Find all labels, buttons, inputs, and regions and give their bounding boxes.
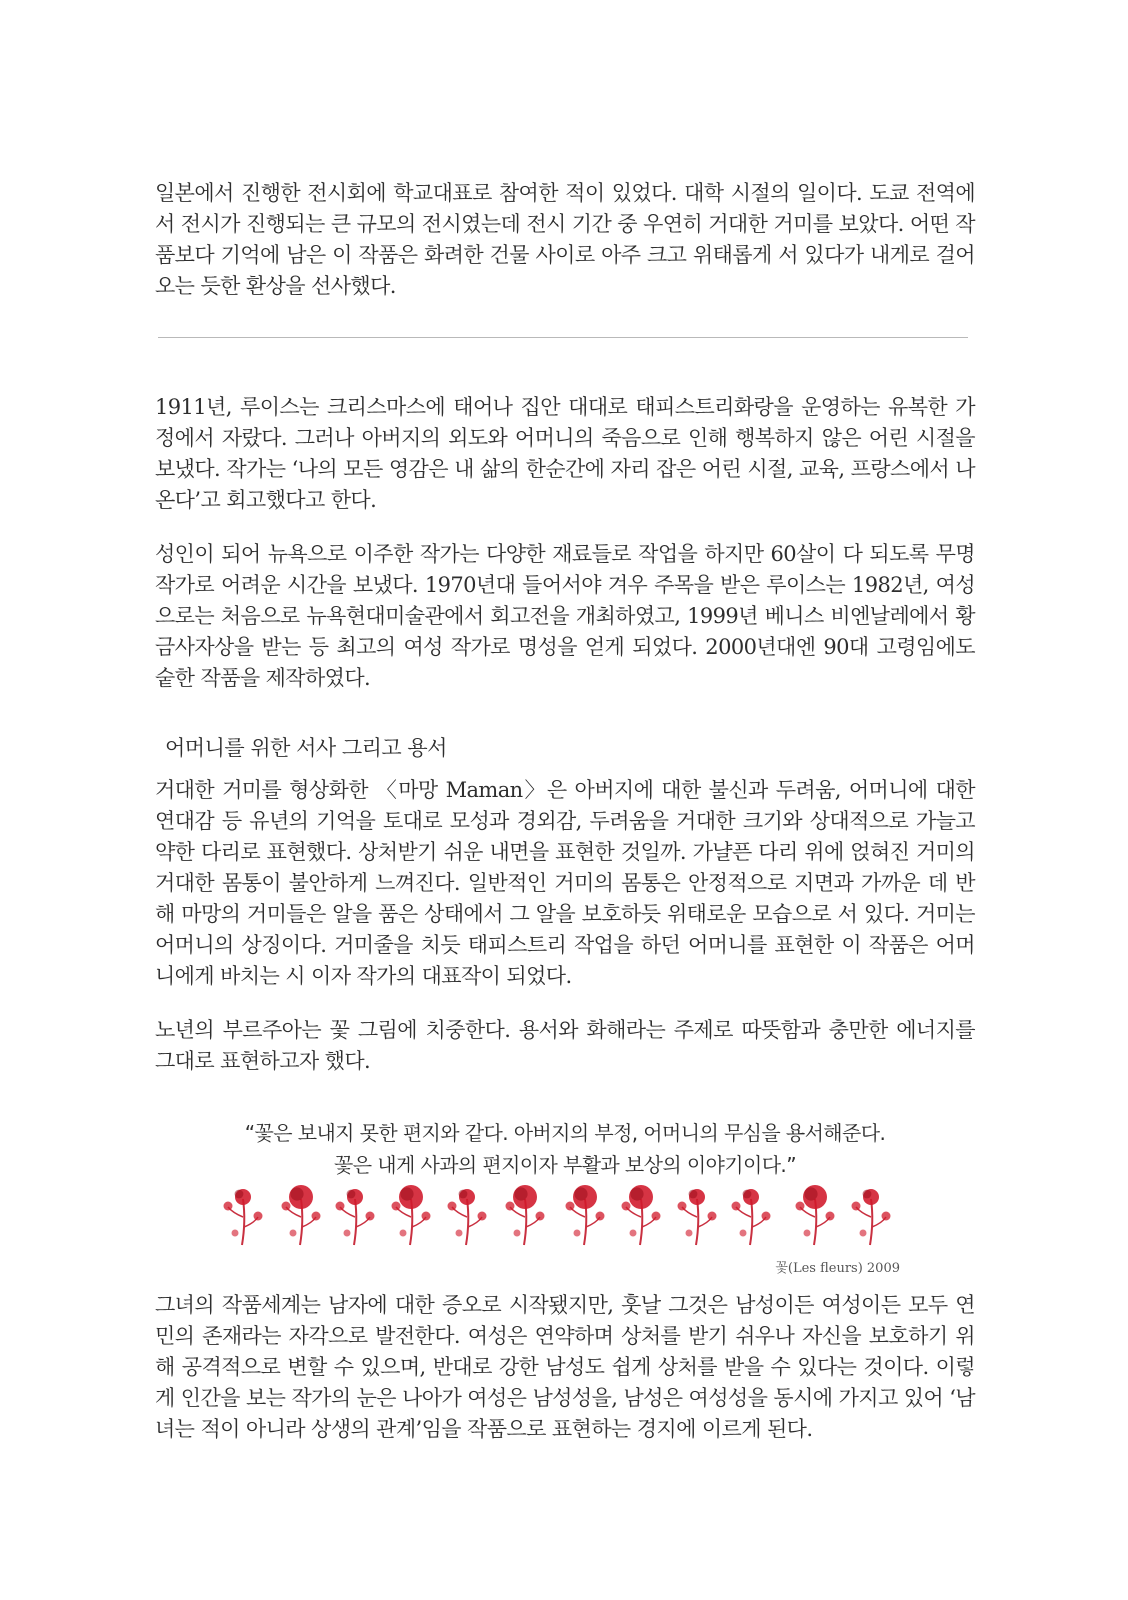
flower-painting <box>224 1189 263 1245</box>
figure-caption: 꽃(Les fleurs) 2009 <box>775 1261 900 1276</box>
quote-line-1: “꽃은 보내지 못한 편지와 같다. 아버지의 부정, 어머니의 무심을 용서해준다. <box>244 1121 886 1145</box>
artist-quote <box>155 1117 975 1181</box>
flower-painting <box>282 1185 321 1245</box>
divider-line <box>158 337 968 338</box>
flower-painting <box>336 1189 375 1245</box>
flower-painting <box>678 1189 717 1245</box>
flower-painting <box>852 1189 891 1245</box>
intro-paragraph: 일본에서 진행한 전시회에 학교대표로 참여한 적이 있었다. 대학 시절의 일이다. 도쿄 전역에서 전시가 진행되는 큰 규모의 전시였는데 전시 기간 중 우연히 거대한 거미를 보았다. 어떤 작품보다 기억에 남은 이 작품은 화려한 건물 사이로 아주 크고 위태롭게 서 있다가 내게로 걸어오는 듯한 환상을 선사했다. <box>155 181 975 298</box>
flower-painting <box>622 1185 661 1245</box>
flower-painting <box>796 1185 835 1245</box>
quote-line-2: 꽃은 내게 사과의 편지이자 부활과 보상의 이야기이다.” <box>334 1153 796 1177</box>
flower-painting <box>392 1185 431 1245</box>
flower-painting <box>732 1189 771 1245</box>
biography-paragraph-1: 1911년, 루이스는 크리스마스에 태어나 집안 대대로 태피스트리화랑을 운영하는 유복한 가정에서 자랐다. 그러나 아버지의 외도와 어머니의 죽음으로 인해 행복하지 않은 어린 시절을 보냈다. 작가는 ‘나의 모든 영감은 내 삶의 한순간에 자리 잡은 어린 시절, 교육, 프랑스에서 나온다’고 회고했다고 한다. <box>155 395 975 512</box>
section-paragraph-1: 거대한 거미를 형상화한 〈마망 Maman〉은 아버지에 대한 불신과 두려움, 어머니에 대한 연대감 등 유년의 기억을 토대로 모성과 경외감, 두려움을 거대한 크기와 상대적으로 가늘고 약한 다리로 표현했다. 상처받기 쉬운 내면을 표현한 것일까. 가냘픈 다리 위에 얹혀진 거미의 거대한 몸통이 불안하게 느껴진다. 일반적인 거미의 몸통은 안정적으로 지면과 가까운 데 반해 마망의 거미들은 알을 품은 상태에서 그 알을 보호하듯 위태로운 모습으로 서 있다. 거미는 어머니의 상징이다. 거미줄을 치듯 태피스트리 작업을 하던 어머니를 표현한 이 작품은 어머니에게 바치는 시 이자 작가의 대표작이 되었다. <box>155 778 975 988</box>
flower-painting <box>448 1189 487 1245</box>
flower-painting <box>566 1185 605 1245</box>
section-paragraph-2: 노년의 부르주아는 꽃 그림에 치중한다. 용서와 화해라는 주제로 따뜻함과 충만한 에너지를 그대로 표현하고자 했다. <box>155 1018 975 1073</box>
closing-paragraph: 그녀의 작품세계는 남자에 대한 증오로 시작됐지만, 훗날 그것은 남성이든 여성이든 모두 연민의 존재라는 자각으로 발전한다. 여성은 연약하며 상처를 받기 쉬우나 자신을 보호하기 위해 공격적으로 변할 수 있으며, 반대로 강한 남성도 쉽게 상처를 받을 수 있다는 것이다. 이렇게 인간을 보는 작가의 눈은 나아가 여성은 남성성을, 남성은 여성성을 동시에 가지고 있어 ‘남녀는 적이 아니라 상생의 관계’임을 작품으로 표현하는 경지에 이르게 된다. <box>155 1293 975 1441</box>
section-heading: 어머니를 위한 서사 그리고 용서 <box>165 736 447 760</box>
flower-painting <box>506 1185 545 1245</box>
flower-paintings-image <box>215 1183 905 1249</box>
biography-paragraph-2: 성인이 되어 뉴욕으로 이주한 작가는 다양한 재료들로 작업을 하지만 60살이 다 되도록 무명작가로 어려운 시간을 보냈다. 1970년대 들어서야 겨우 주목을 받은 루이스는 1982년, 여성으로는 처음으로 뉴욕현대미술관에서 회고전을 개최하였고, 1999년 베니스 비엔날레에서 황금사자상을 받는 등 최고의 여성 작가로 명성을 얻게 되었다. 2000년대엔 90대 고령임에도 숱한 작품을 제작하였다. <box>155 542 975 690</box>
